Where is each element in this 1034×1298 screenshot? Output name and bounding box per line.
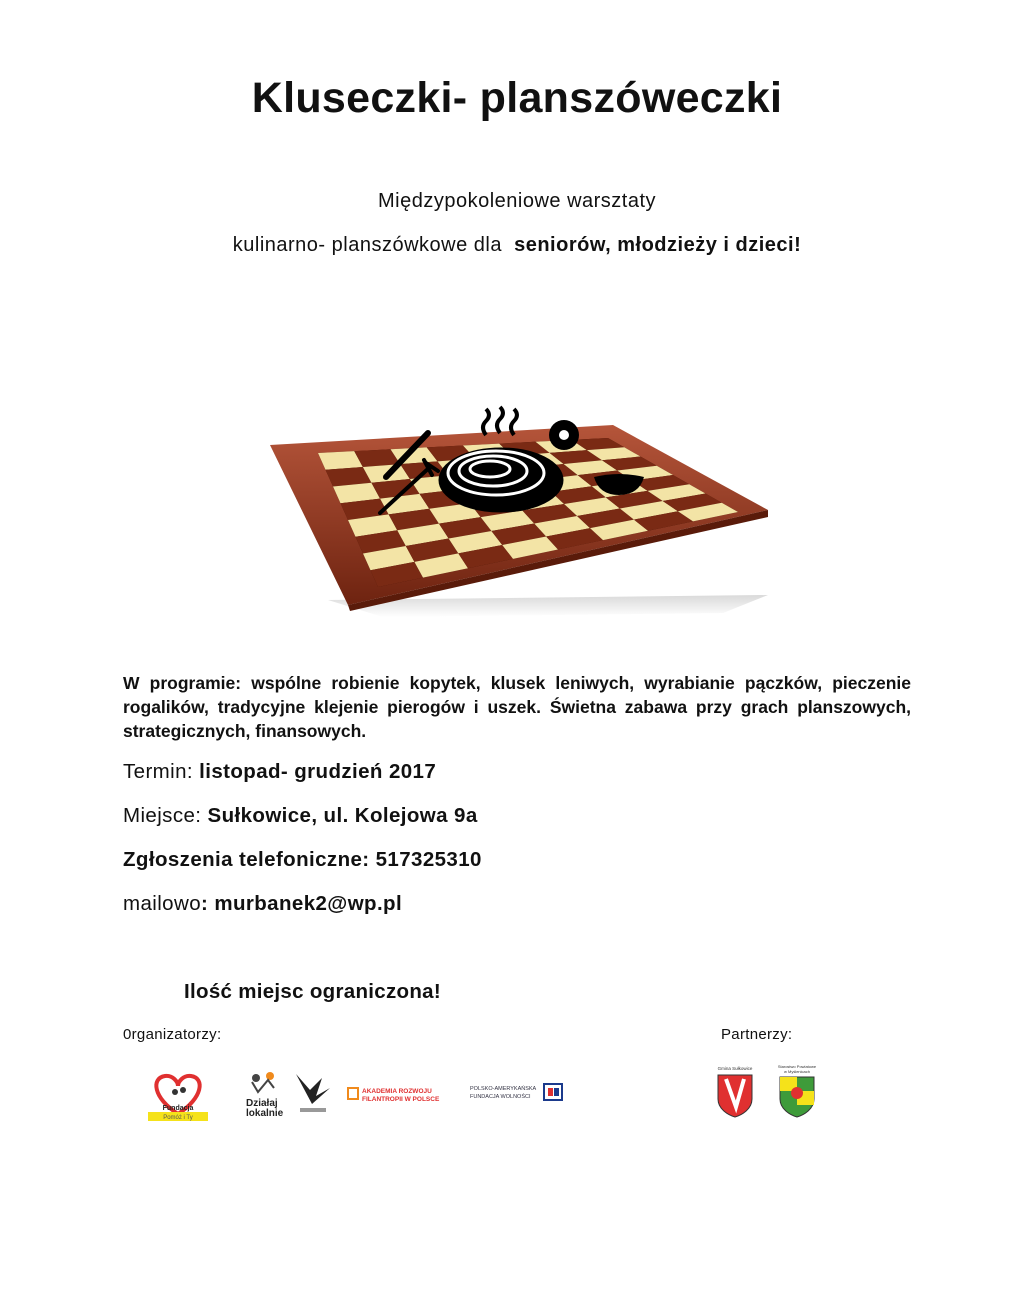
bird-logo — [292, 1070, 334, 1116]
fundacja-logo-text-1: Fundacja — [162, 1105, 194, 1112]
fundacja-logo-text-2: Pomóż i Ty — [163, 1115, 193, 1121]
miejsce-line — [123, 804, 478, 828]
polsko-text-1: POLSKO-AMERYKAŃSKA — [470, 1086, 537, 1092]
miejsce-value: Sułkowice, ul. Kolejowa 9a — [207, 804, 478, 827]
poster-title: Kluseczki- planszóweczki — [251, 74, 783, 122]
dzialaj-lokalnie-logo — [244, 1070, 284, 1118]
partners-label: Partnerzy: — [721, 1026, 793, 1043]
subtitle-bold: seniorów, młodzieży i dzieci! — [514, 234, 802, 256]
subtitle-line-1: Międzypokoleniowe warsztaty — [377, 190, 657, 212]
akademia-text-1: AKADEMIA ROZWOJU — [362, 1088, 432, 1095]
polsko-text-2: FUNDACJA WOLNOŚCI — [470, 1094, 531, 1100]
akademia-logo — [347, 1084, 451, 1104]
termin-value: listopad- grudzień 2017 — [199, 760, 437, 783]
subtitle-normal: kulinarno- planszówkowe dla — [232, 234, 502, 256]
fundacja-logo — [145, 1068, 211, 1124]
termin-line — [123, 760, 436, 784]
pasta-plate-icon — [441, 407, 561, 510]
limited-places-note: Ilość miejsc ograniczona! — [184, 980, 441, 1003]
program-description: W programie: wspólne robienie kopytek, klusek leniwych, wyrabianie pączków, pieczenie rogalików, tradycyjne klejenie pierogów i uszek. Świetna zabawa przy grach planszowych, strategicznych, finansowych. — [123, 673, 911, 741]
starostwo-text-2: w Myślenicach — [783, 1069, 811, 1074]
gmina-text: Gmina Sułkowice — [717, 1066, 753, 1071]
dzialaj-text-1: Działaj — [246, 1098, 278, 1109]
chessboard-illustration — [268, 405, 773, 620]
zgloszenia-text: Zgłoszenia telefoniczne: 517325310 — [123, 848, 482, 871]
mailowo-label: mailowo — [123, 892, 201, 915]
mailowo-line — [123, 892, 402, 916]
organizers-label: 0rganizatorzy: — [123, 1026, 222, 1043]
zgloszenia-line — [123, 848, 482, 872]
subtitle-line-2 — [0, 234, 1034, 257]
donut-icon — [549, 420, 579, 450]
polsko-amerykanska-logo — [468, 1082, 566, 1104]
starostwo-text-1: Starostwo Powiatowe — [777, 1064, 817, 1069]
starostwo-logo — [776, 1063, 818, 1119]
dzialaj-text-2: lokalnie — [246, 1108, 284, 1118]
miejsce-label: Miejsce: — [123, 804, 202, 827]
gmina-logo — [714, 1063, 756, 1119]
mailowo-value[interactable]: : murbanek2@wp.pl — [201, 892, 403, 915]
akademia-text-2: FILANTROPII W POLSCE — [362, 1096, 440, 1103]
termin-label: Termin: — [123, 760, 194, 783]
